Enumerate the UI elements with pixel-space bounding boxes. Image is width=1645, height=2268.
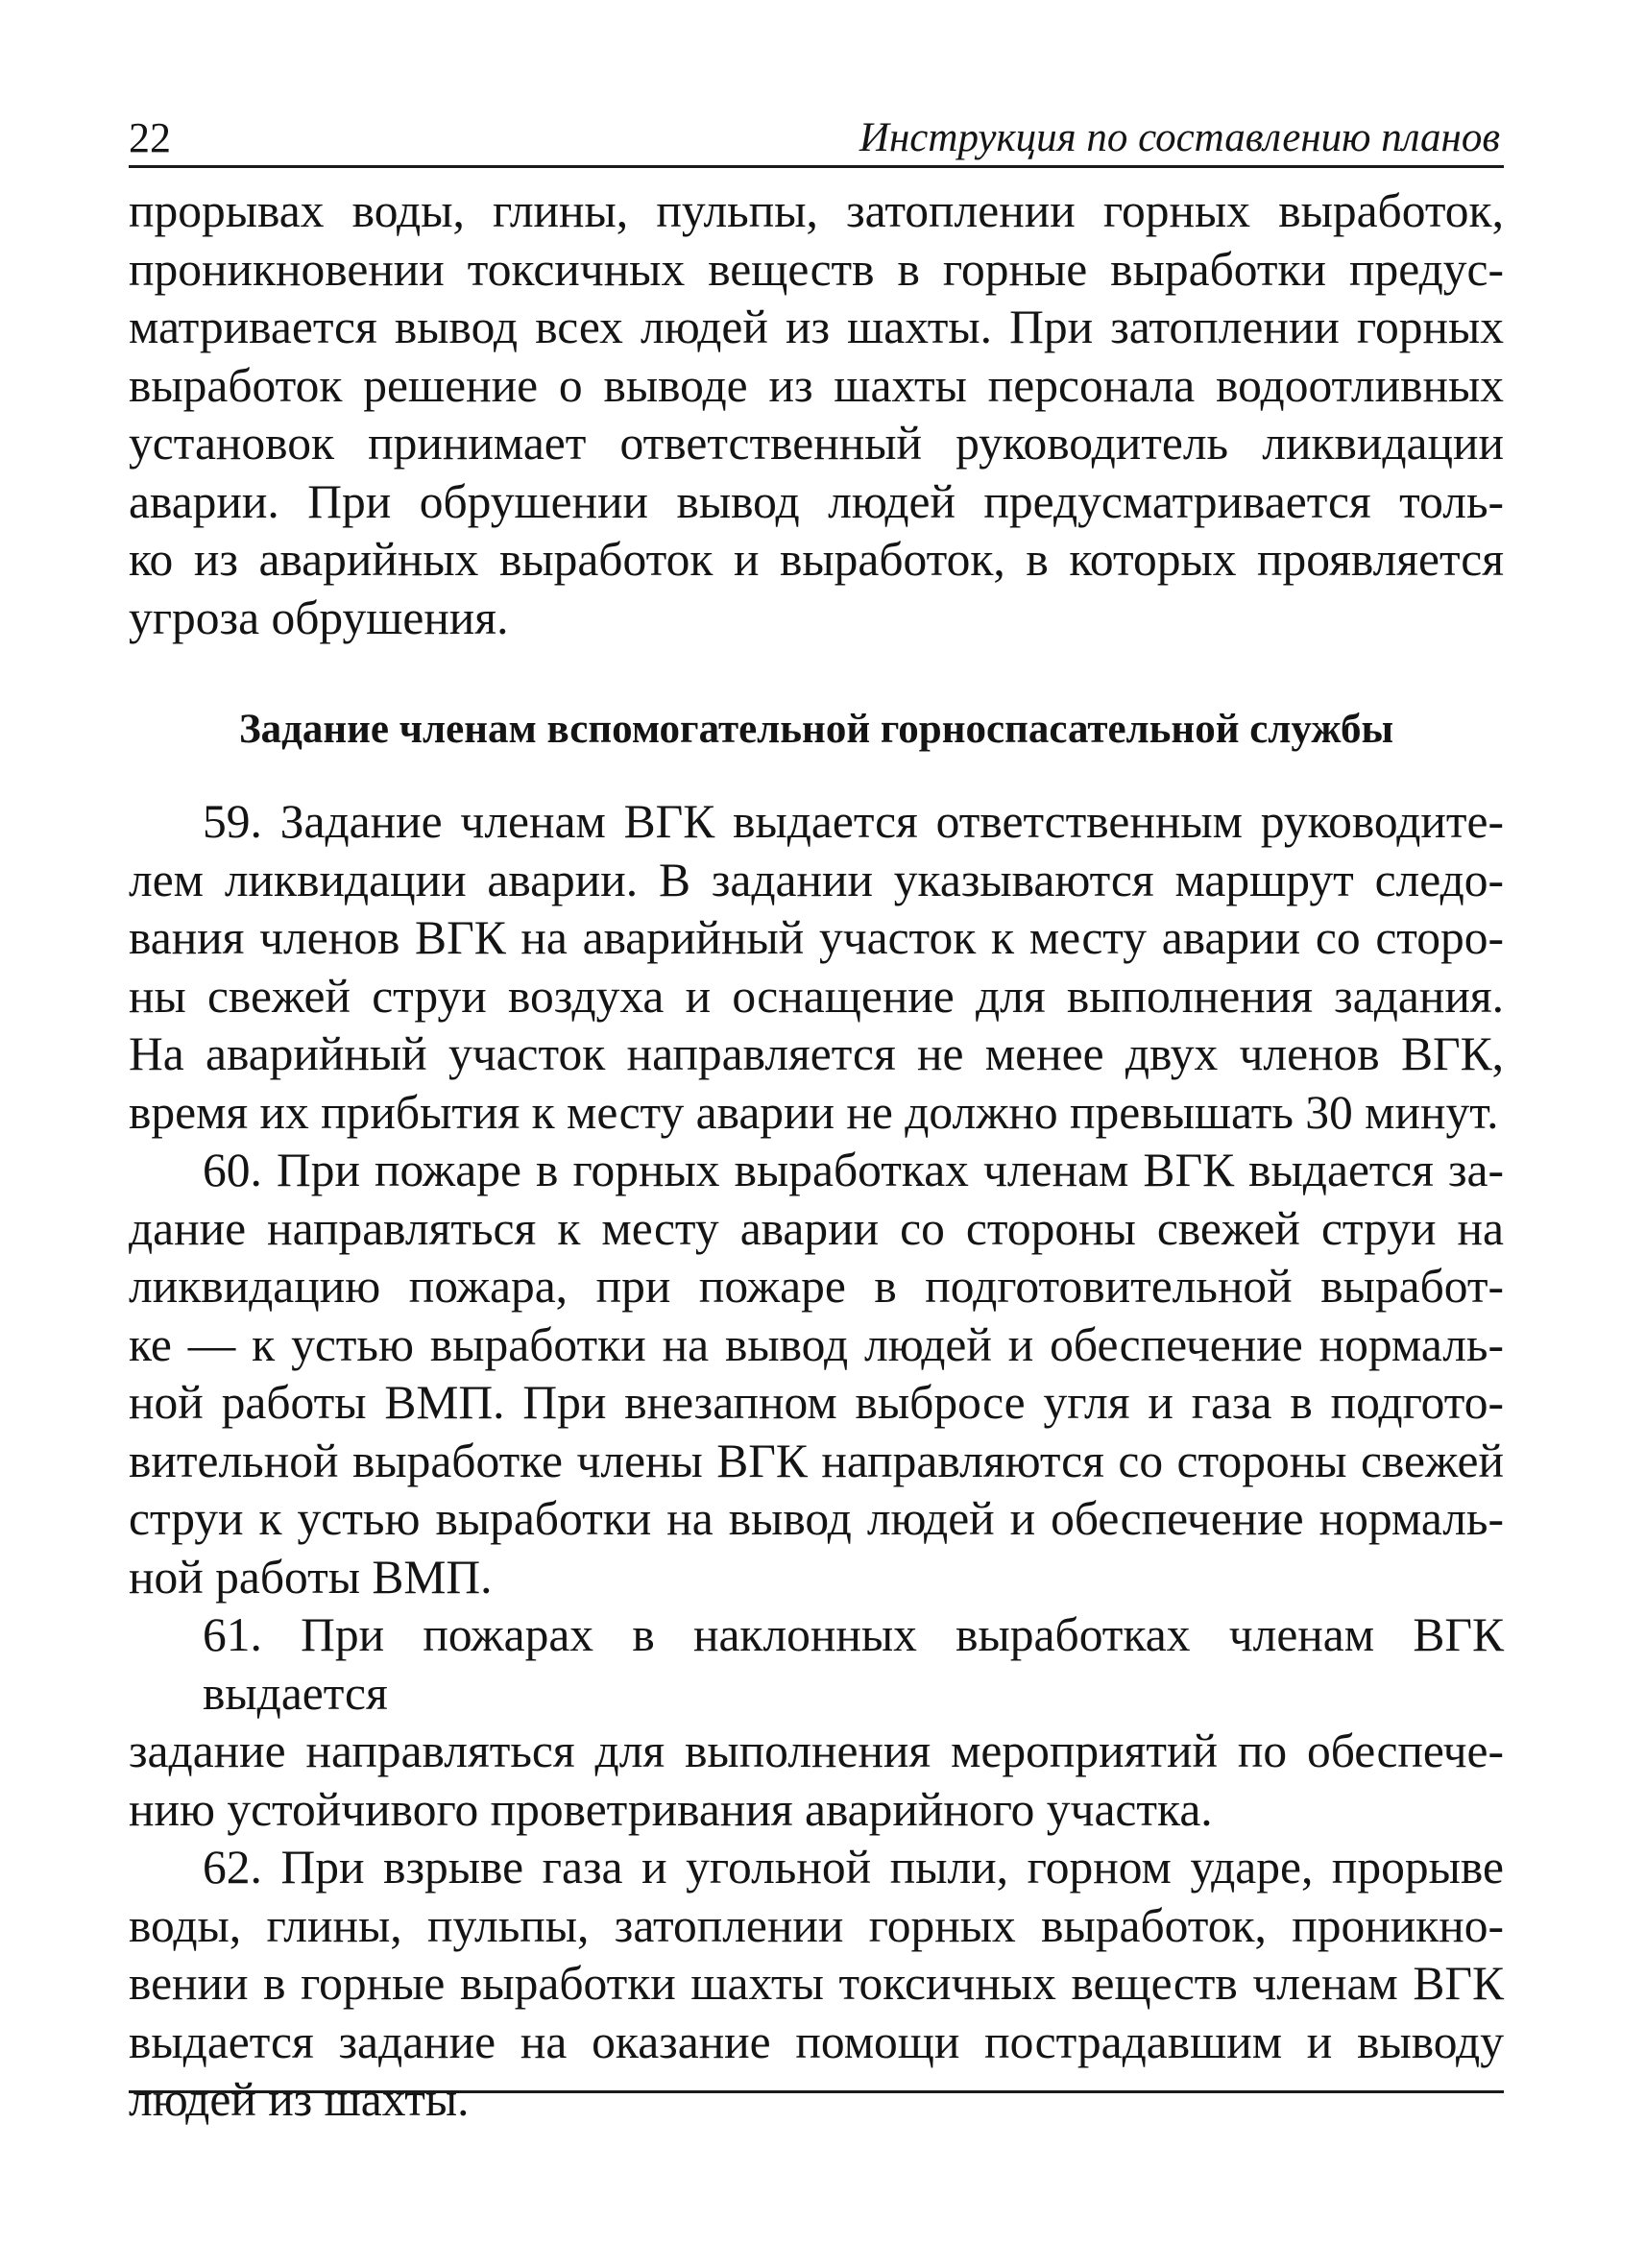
text-line: 61. При пожарах в наклонных выработках членам ВГК выдается [203,1608,1504,1720]
text-line: 62. При взрыве газа и угольной пыли, горном ударе, прорыве [203,1841,1504,1894]
text-line: вания членов ВГК на аварийный участок к месту аварии со сторо- [129,911,1504,964]
text-line: 59. Задание членам ВГК выдается ответственным руководите- [203,795,1504,848]
paragraph-59 [129,793,1504,1142]
section-heading: Задание членам вспомогательной горноспасательной службы [238,707,1394,752]
text-line: матривается вывод всех людей из шахты. При затоплении горных [129,301,1504,353]
text-line: задание направляться для выполнения мероприятий по обеспече- [129,1725,1504,1777]
text-line: ке — к устью выработки на вывод людей и обеспечение нормаль- [129,1317,1504,1371]
text-line: ны свежей струи воздуха и оснащение для выполнения задания. [129,969,1504,1023]
intro-paragraph [129,182,1504,647]
text-line: установок принимает ответственный руководитель ликвидации [129,417,1504,470]
running-header [129,104,1504,168]
text-line: выработок решение о выводе из шахты персонала водоотливных [129,358,1504,412]
text-line: вении в горные выработки шахты токсичных веществ членам ВГК [129,1957,1504,2010]
footer-rule [129,2090,1504,2093]
text-line: лем ликвидации аварии. В задании указываются маршрут следо- [129,853,1504,906]
text-line: время их прибытия к месту аварии не должно превышать 30 минут. [129,1085,1499,1139]
text-line: ко из аварийных выработок и выработок, в которых проявляется [129,533,1504,586]
text-line: 60. При пожаре в горных выработках членам ВГК выдается за- [203,1144,1504,1196]
text-line: На аварийный участок направляется не менее двух членов ВГК, [129,1027,1504,1080]
text-line: ной работы ВМП. [129,1550,493,1604]
text-line: нию устойчивого проветривания аварийного участка. [129,1782,1213,1836]
text-line: выдается задание на оказание помощи пострадавшим и выводу [129,2015,1504,2068]
text-line: вительной выработке члены ВГК направляются со стороны свежей [129,1434,1504,1487]
page-number: 22 [129,114,171,161]
text-line: людей из шахты. [129,2073,470,2126]
text-line: ной работы ВМП. При внезапном выбросе угля и газа в подгото- [129,1376,1504,1429]
text-line: струи к устью выработки на вывод людей и обеспечение нормаль- [129,1492,1504,1545]
text-line: прорывах воды, глины, пульпы, затоплении горных выработок, [129,184,1504,237]
text-line: угроза обрушения. [129,591,509,644]
running-title: Инструкция по составлению планов [859,115,1500,160]
body-text [129,182,1504,2130]
text-line: аварии. При обрушении вывод людей предусматривается толь- [129,474,1504,528]
paragraph-60 [129,1142,1504,1606]
text-line: воды, глины, пульпы, затоплении горных выработок, проникно- [129,1898,1504,1952]
text-line: дание направляться к месту аварии со стороны свежей струи на [129,1201,1504,1255]
text-line: ликвидацию пожара, при пожаре в подготовительной выработ- [129,1260,1504,1313]
text-line: проникновении токсичных веществ в горные выработки предус- [129,242,1504,296]
paragraph-61 [129,1606,1504,1839]
paragraph-62 [129,1839,1504,2130]
